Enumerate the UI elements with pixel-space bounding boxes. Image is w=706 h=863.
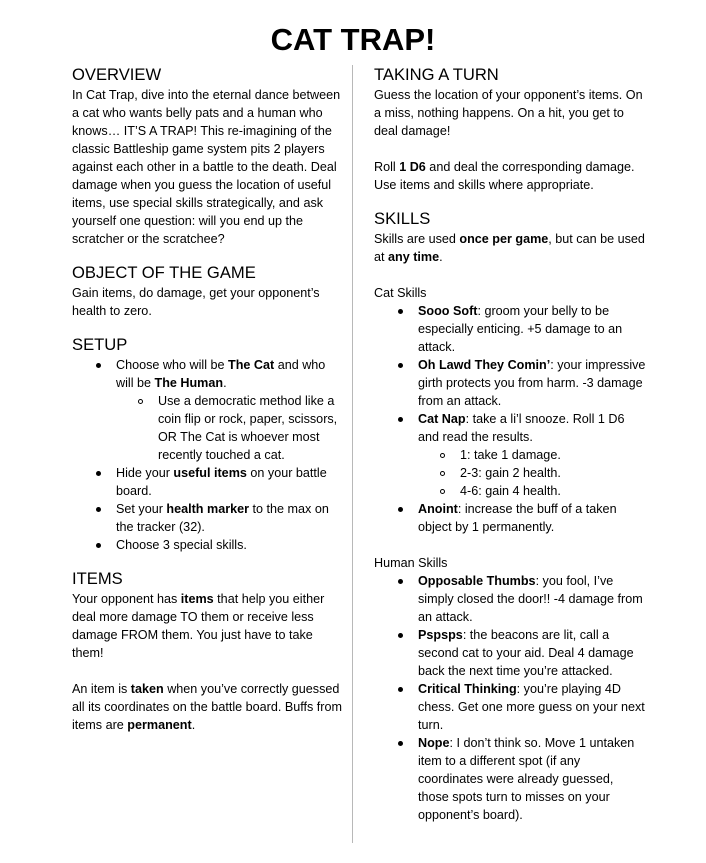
turn-text: Roll <box>374 160 400 174</box>
left-column <box>72 64 342 734</box>
setup-item <box>72 464 342 500</box>
cat-skill-item <box>374 356 646 410</box>
nap-result-text: 4-6: gain 4 health. <box>460 484 561 498</box>
bullet-icon <box>96 507 101 512</box>
skill-name: Sooo Soft <box>418 304 478 318</box>
setup-item <box>72 536 342 554</box>
column-divider <box>352 65 353 843</box>
skills-text: Skills are used <box>374 232 460 246</box>
cat-skills-list <box>374 302 646 536</box>
skill-name: Cat Nap <box>418 412 466 426</box>
turn-heading: TAKING A TURN <box>374 65 499 84</box>
object-heading: OBJECT OF THE GAME <box>72 263 256 282</box>
hollow-bullet-icon <box>440 453 445 458</box>
bullet-icon <box>398 363 403 368</box>
turn-bold: 1 D6 <box>399 160 426 174</box>
skill-desc: : you’re playing 4D chess. Get one more guess on your next turn. <box>418 682 645 732</box>
cat-skill-item <box>374 500 646 536</box>
setup-text: Choose who will be <box>116 358 229 372</box>
bullet-icon <box>96 471 101 476</box>
skill-desc: : you fool, I’ve simply closed the door!! -4 damage from an attack. <box>418 574 643 624</box>
setup-item <box>72 500 342 536</box>
items-text: when you’ve correctly guessed all its coordinates on the battle board. Buffs from items are <box>72 682 342 732</box>
setup-text: Set your <box>116 502 167 516</box>
cat-skill-item <box>374 410 646 500</box>
bullet-icon <box>398 309 403 314</box>
cat-skill-item <box>374 302 646 356</box>
setup-bold: health marker <box>166 502 250 516</box>
object-text: Gain items, do damage, get your opponent’s health to zero. <box>72 286 320 318</box>
human-skills-label: Human Skills <box>374 556 448 570</box>
skill-name: Critical Thinking <box>418 682 517 696</box>
items-bold: items <box>180 592 214 606</box>
hollow-bullet-icon <box>440 489 445 494</box>
skills-bold: any time <box>388 250 440 264</box>
setup-list <box>72 356 342 554</box>
overview-heading: OVERVIEW <box>72 65 162 84</box>
setup-text: on your battle board. <box>116 466 327 498</box>
cat-skills-label: Cat Skills <box>374 286 427 300</box>
turn-text: and deal the corresponding damage. Use items and skills where appropriate. <box>374 160 635 192</box>
skills-heading: SKILLS <box>374 209 431 228</box>
skill-name: Opposable Thumbs <box>418 574 536 588</box>
bullet-icon <box>398 579 403 584</box>
skills-bold: once per game <box>459 232 549 246</box>
nap-result-text: 1: take 1 damage. <box>460 448 561 462</box>
cat-nap-results <box>418 446 646 500</box>
setup-bold: useful items <box>173 466 247 480</box>
setup-text: to the max on the tracker (32). <box>116 502 329 534</box>
right-column <box>374 64 646 824</box>
bullet-icon <box>398 633 403 638</box>
turn-paragraph-2 <box>374 158 646 194</box>
items-paragraph-2 <box>72 680 342 734</box>
items-paragraph-1 <box>72 590 342 662</box>
skill-name: Anoint <box>418 502 458 516</box>
overview-section <box>72 64 342 248</box>
skill-desc: : take a li’l snooze. Roll 1 D6 and read the results. <box>418 412 625 444</box>
human-skills-list <box>374 572 646 824</box>
skills-section <box>374 208 646 824</box>
turn-paragraph-1: Guess the location of your opponent’s items. On a miss, nothing happens. On a hit, you get to deal damage! <box>374 88 643 138</box>
setup-heading: SETUP <box>72 335 128 354</box>
object-section <box>72 262 342 320</box>
skill-desc: : your impressive girth protects you from harm. -3 damage from an attack. <box>418 358 646 408</box>
nap-result <box>418 464 646 482</box>
nap-result-text: 2-3: gain 2 health. <box>460 466 561 480</box>
setup-text: Choose 3 special skills. <box>116 538 247 552</box>
page-title: CAT TRAP! <box>270 22 436 57</box>
hollow-bullet-icon <box>440 471 445 476</box>
items-text: An item is <box>72 682 131 696</box>
human-skill-item <box>374 680 646 734</box>
bullet-icon <box>96 363 101 368</box>
setup-text: . <box>223 376 227 390</box>
items-bold: taken <box>130 682 164 696</box>
skill-name: Nope <box>418 736 450 750</box>
bullet-icon <box>398 741 403 746</box>
items-section <box>72 568 342 734</box>
bullet-icon <box>398 417 403 422</box>
setup-text: and who will be <box>116 358 326 390</box>
setup-text: Hide your <box>116 466 174 480</box>
bullet-icon <box>398 687 403 692</box>
setup-bold: The Cat <box>228 358 275 372</box>
nap-result <box>418 482 646 500</box>
setup-section <box>72 334 342 554</box>
hollow-bullet-icon <box>138 399 143 404</box>
items-text: . <box>191 718 196 732</box>
skill-desc: : I don’t think so. Move 1 untaken item to a different spot (if any coordinates were already guessed, those spots turn to misses on your opponent’s board). <box>418 736 635 822</box>
turn-section <box>374 64 646 194</box>
skill-desc: : the beacons are lit, call a second cat to your aid. Deal 4 damage back the next time you’re attacked. <box>418 628 634 678</box>
setup-item <box>72 356 342 464</box>
nap-result <box>418 446 646 464</box>
setup-subtext: Use a democratic method like a coin flip or rock, paper, scissors, OR The Cat is whoever most recently touched a cat. <box>158 394 338 462</box>
setup-subitem <box>116 392 342 464</box>
items-heading: ITEMS <box>72 569 123 588</box>
items-bold: permanent <box>127 718 192 732</box>
skills-text: . <box>439 250 443 264</box>
bullet-icon <box>96 543 101 548</box>
setup-sublist <box>116 392 342 464</box>
skills-text: , but can be used at <box>374 232 645 264</box>
human-skill-item <box>374 626 646 680</box>
setup-bold: The Human <box>154 376 224 390</box>
overview-text: In Cat Trap, dive into the eternal dance between a cat who wants belly pats and a human who knows… IT’S A TRAP! This re-imagining of the classic Battleship game system pits 2 players against each other in a battle to the death. Deal damage when you guess the location of useful items, use special skills strategically, and ask yourself one question: will you end up the scratcher or the scratchee? <box>72 88 341 246</box>
skills-intro <box>374 230 646 266</box>
items-text: that help you either deal more damage TO them or receive less damage FROM them. You just have to take them! <box>72 592 325 660</box>
bullet-icon <box>398 507 403 512</box>
skill-name: Pspsps <box>418 628 463 642</box>
items-text: Your opponent has <box>72 592 181 606</box>
human-skill-item <box>374 572 646 626</box>
skill-name: Oh Lawd They Comin’ <box>418 358 551 372</box>
skill-desc: : groom your belly to be especially enticing. +5 damage to an attack. <box>418 304 623 354</box>
human-skill-item <box>374 734 646 824</box>
skill-desc: : increase the buff of a taken object by 1 permanently. <box>418 502 617 534</box>
